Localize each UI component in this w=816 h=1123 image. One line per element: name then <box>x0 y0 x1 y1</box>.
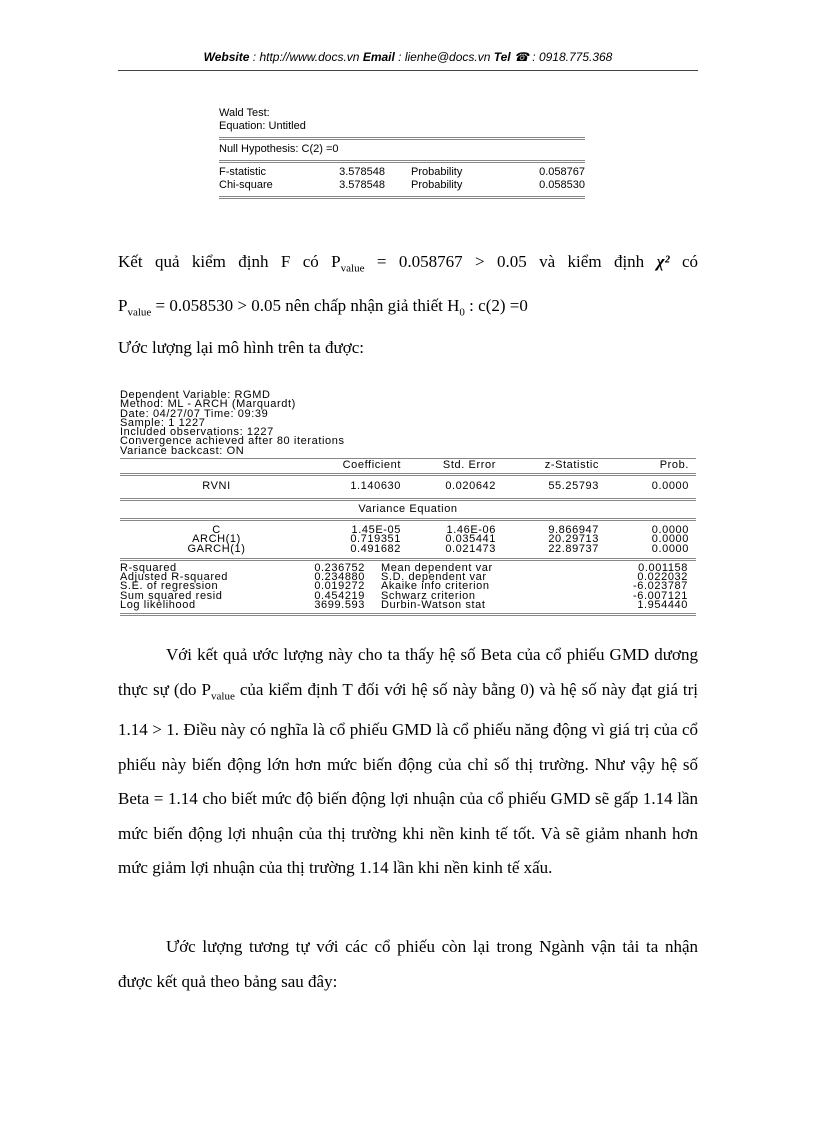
paragraph-line: Kết quả kiểm định F có $P_{value} = 0.058767 > 0.05$ và kiểm định χ² có <box>118 252 699 275</box>
paragraph-other-stocks: Ước lượng tương tự với các cổ phiếu còn lại trong Ngành vận tải ta nhận được kết quả theo bảng sau đây: <box>118 937 698 991</box>
page-header <box>118 50 698 64</box>
table-row: GARCH(1) 0.491682 0.021473 22.89737 0.0000 <box>187 542 689 555</box>
stat-label: Probability <box>411 166 463 178</box>
wald-equation: Equation: Untitled <box>219 120 306 132</box>
header-divider <box>118 70 698 71</box>
wald-title: Wald Test: <box>219 107 270 119</box>
stat-label: Probability <box>411 179 463 191</box>
info-line: Dependent Variable: RGMD <box>120 389 271 401</box>
row-name: RVNI <box>202 480 231 493</box>
stat-name: F-statistic <box>219 166 267 178</box>
wald-test-table <box>219 107 585 202</box>
paragraph-line: $P_{value} = 0.058530 > 0.05$ nên chấp nhận giả thiết $H_0$ : c(2) =0 <box>118 296 528 319</box>
stat-value: 3.578548 <box>339 166 385 178</box>
stat-prob: 0.058767 <box>539 166 585 178</box>
tel-label: Tel <box>493 50 511 64</box>
table-rule <box>120 613 696 616</box>
table-rule <box>219 196 585 199</box>
stats-row: Sum squared resid 0.454219 Schwarz criterion -6.007121 <box>120 589 688 602</box>
table-rule <box>120 458 696 459</box>
regression-info <box>120 391 696 456</box>
info-line: Included observations: 1227 <box>120 426 274 439</box>
table-rule <box>120 498 696 501</box>
website-value[interactable]: : http://www.docs.vn <box>249 50 363 64</box>
paragraph-re-estimate: Ước lượng lại mô hình trên ta được: <box>118 338 365 357</box>
stat-name: Chi-square <box>219 179 273 191</box>
paragraph-beta-analysis: Với kết quả ước lượng này cho ta thấy hệ số Beta của cổ phiếu GMD dương thực sự (do $P_{value}$ của kiểm định T đối với hệ số này bằng 0) và hệ số này đạt giá trị 1.14 > 1. Điều này có nghĩa là cổ phiếu GMD là cổ phiếu năng động vì giá trị của cổ phiếu này biến động lớn hơn mức biến động của chỉ số thị trường. Như vậy hệ số Beta = 1.14 cho biết mức độ biến động lợi nhuận của cổ phiếu GMD sẽ gấp 1.14 lần mức biến động lợi nhuận của thị trường khi nền kinh tế tốt. Và sẽ giảm nhanh hơn mức giảm lợi nhuận của thị trường 1.14 lần khi nền kinh tế xấu. <box>118 645 698 878</box>
col-std-error: Std. Error <box>442 459 496 472</box>
table-row: ARCH(1) 0.719351 0.035441 20.29713 0.0000 <box>192 533 689 546</box>
paragraph-f-test <box>118 243 698 332</box>
col-prob: Prob. <box>659 459 689 472</box>
table-rule <box>120 473 696 476</box>
stat-value: 3.578548 <box>339 179 385 191</box>
website-label: Website <box>203 50 250 64</box>
stats-row: S.E. of regression 0.019272 Akaike info criterion -6.023787 <box>120 580 688 593</box>
column-header-row <box>120 461 696 470</box>
tel-value: ☎ : 0918.775.368 <box>510 50 613 64</box>
email-value[interactable]: : lienhe@docs.vn <box>394 50 494 64</box>
table-rule <box>120 518 696 521</box>
info-line: Sample: 1 1227 <box>120 416 206 429</box>
col-z-statistic: z-Statistic <box>544 459 599 472</box>
null-hypothesis: Null Hypothesis: C(2) =0 <box>219 143 339 155</box>
table-rule <box>219 160 585 163</box>
info-line: Convergence achieved after 80 iterations <box>120 435 345 448</box>
table-rule <box>120 558 696 561</box>
stats-row: Log likelihood 3699.593 Durbin-Watson stat 1.954440 <box>120 599 688 612</box>
table-rule <box>219 137 585 140</box>
stats-row: R-squared 0.236752 Mean dependent var 0.001158 <box>120 561 688 574</box>
table-row: RVNI 1.140630 0.020642 55.25793 0.0000 <box>120 482 696 491</box>
table-row <box>219 179 585 192</box>
stats-row: Adjusted R-squared 0.234880 S.D. dependent var 0.022032 <box>120 571 688 584</box>
table-row: C 1.45E-05 1.46E-06 9.866947 0.0000 <box>212 523 689 536</box>
stat-prob: 0.058530 <box>539 179 585 191</box>
info-line: Method: ML - ARCH (Marquardt) <box>120 398 296 411</box>
table-row <box>219 166 585 179</box>
info-line: Variance backcast: ON <box>120 444 245 457</box>
chi-square-symbol: χ² <box>656 252 670 271</box>
regression-output <box>120 391 696 616</box>
col-coefficient: Coefficient <box>342 459 401 472</box>
email-label: Email <box>362 50 395 64</box>
variance-equation-title: Variance Equation <box>358 502 458 515</box>
info-line: Date: 04/27/07 Time: 09:39 <box>120 407 269 420</box>
